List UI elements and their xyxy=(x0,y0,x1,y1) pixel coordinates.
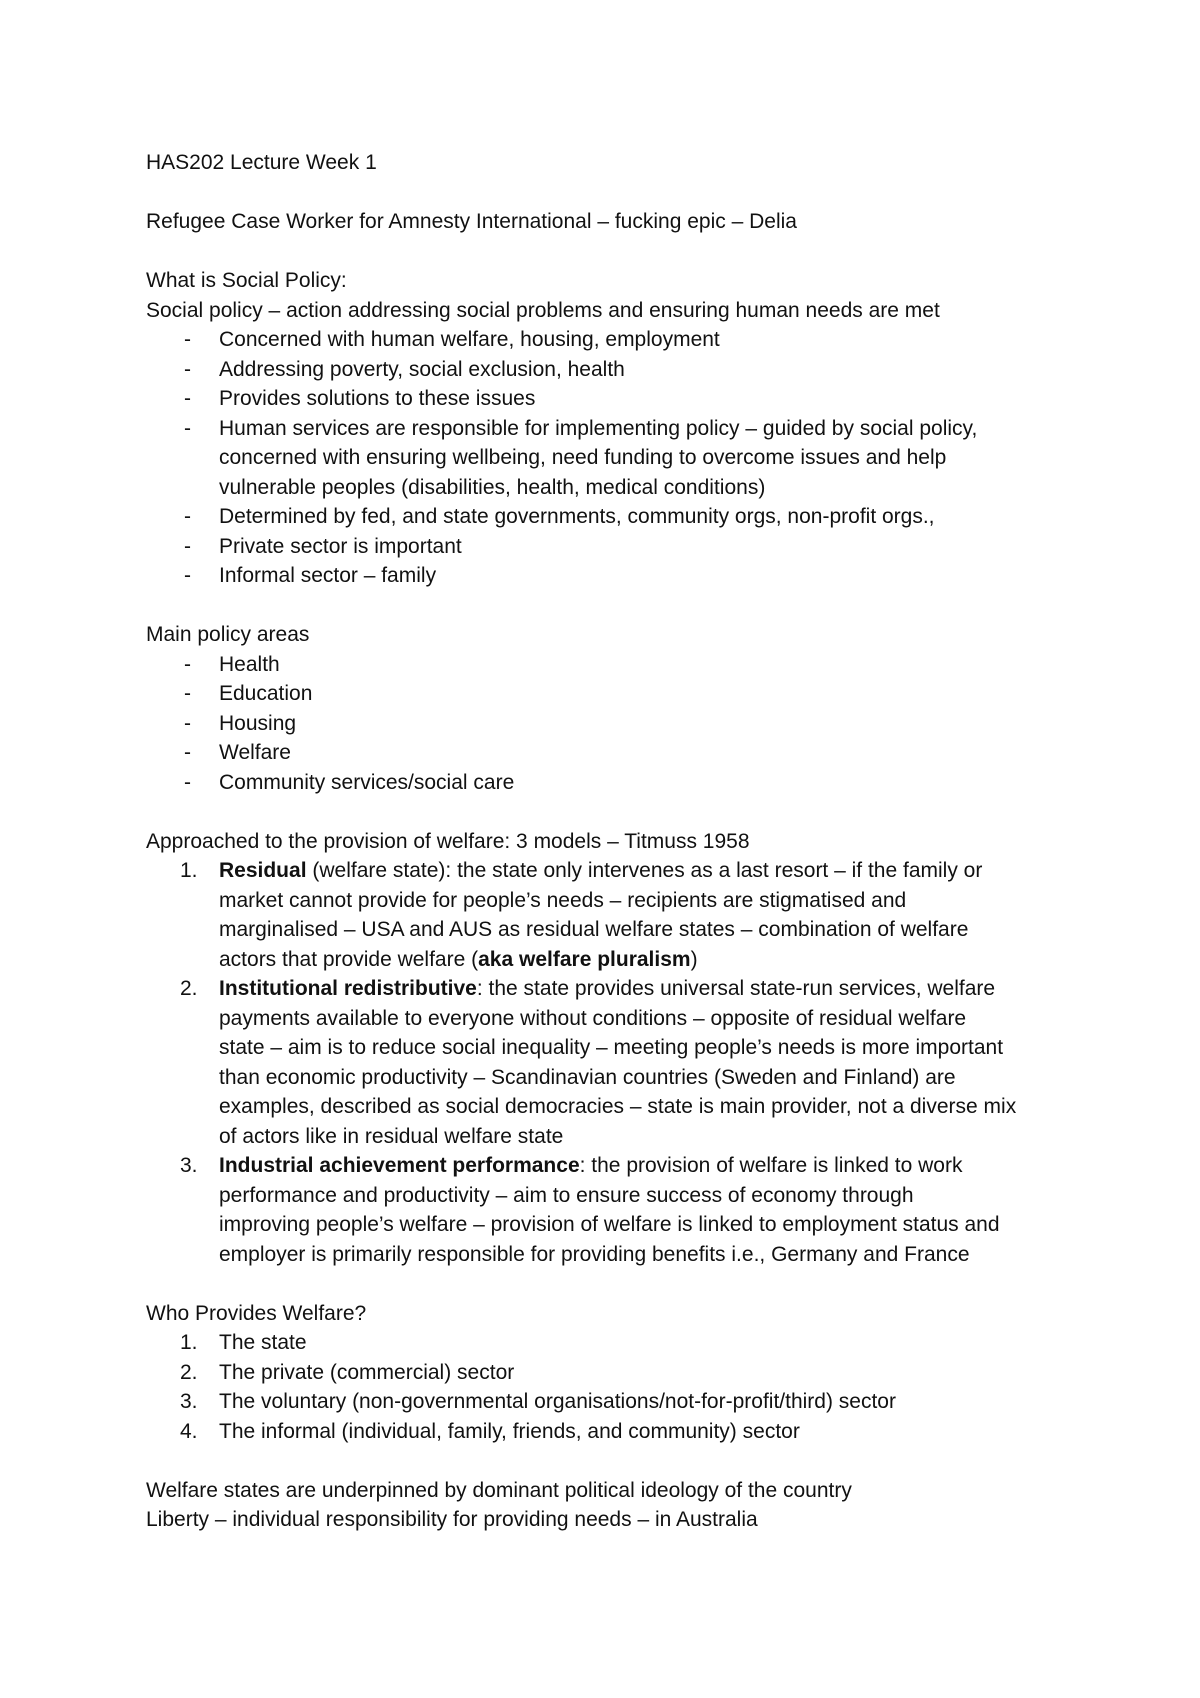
spacer xyxy=(146,1269,1076,1299)
list-number: 2. xyxy=(180,977,198,1000)
list-item-text: examples, described as social democracies – state is main provider, not a diverse mix xyxy=(219,1095,1017,1118)
spacer xyxy=(146,797,1076,827)
spacer xyxy=(146,237,1076,267)
list-item-first-line xyxy=(219,856,1076,886)
list-number: 1. xyxy=(180,859,198,882)
list-item xyxy=(146,355,1076,385)
list-item-text: market cannot provide for people’s needs – recipients are stigmatised and xyxy=(219,888,907,912)
list-item-text: Human services are responsible for implementing policy – guided by social policy, xyxy=(219,416,978,440)
list-number: 4. xyxy=(180,1419,198,1443)
list-item-text: actors that provide welfare ( xyxy=(219,947,479,971)
list-number: 3. xyxy=(180,1390,198,1413)
list-item-text: : the provision of welfare is linked to work xyxy=(579,1154,963,1177)
list-item-first-line xyxy=(219,974,1076,1004)
models-list xyxy=(146,856,1076,1269)
list-item xyxy=(146,384,1076,414)
intro-line: Refugee Case Worker for Amnesty International – fucking epic – Delia xyxy=(146,210,797,233)
spacer xyxy=(146,591,1076,621)
list-item-text: of actors like in residual welfare state xyxy=(219,1124,564,1148)
list-item-text: (welfare state): the state only intervenes as a last resort – if the family or xyxy=(306,859,983,882)
ideology-line: Liberty – individual responsibility for providing needs – in Australia xyxy=(146,1508,758,1531)
list-item xyxy=(146,709,1076,739)
dash-marker: - xyxy=(184,564,191,587)
list-item-text: improving people’s welfare – provision of welfare is linked to employment status and xyxy=(219,1213,1000,1236)
providers-list xyxy=(146,1328,1076,1446)
list-item-text: concerned with ensuring wellbeing, need funding to overcome issues and help xyxy=(219,446,947,469)
models-heading: Approached to the provision of welfare: 3 models – Titmuss 1958 xyxy=(146,829,750,853)
list-item-text: Addressing poverty, social exclusion, health xyxy=(219,357,625,381)
list-item-text: Private sector is important xyxy=(219,534,462,558)
dash-marker: - xyxy=(184,711,191,735)
list-number: 3. xyxy=(180,1154,198,1177)
list-item xyxy=(146,1358,1076,1388)
list-item-text: The state xyxy=(219,1331,307,1354)
dash-marker: - xyxy=(184,387,191,410)
dash-marker: - xyxy=(184,416,191,440)
list-item-text: The voluntary (non-governmental organisations/not-for-profit/third) sector xyxy=(219,1390,896,1413)
list-item xyxy=(146,1387,1076,1417)
list-item-text: Determined by fed, and state governments, community orgs, non-profit orgs., xyxy=(219,505,935,528)
list-item-text: vulnerable peoples (disabilities, health, medical conditions) xyxy=(219,475,766,499)
policy-areas-list xyxy=(146,650,1076,798)
list-item-text: The informal (individual, family, friends, and community) sector xyxy=(219,1419,800,1443)
model-term: Industrial achievement performance xyxy=(219,1154,580,1177)
list-item-text: performance and productivity – aim to ensure success of economy through xyxy=(219,1183,914,1207)
list-item-text: payments available to everyone without conditions – opposite of residual welfare xyxy=(219,1006,967,1030)
dash-marker: - xyxy=(184,682,191,705)
list-item-text: Welfare xyxy=(219,741,291,764)
social-policy-definition: Social policy – action addressing social problems and ensuring human needs are met xyxy=(146,298,940,322)
dash-marker: - xyxy=(184,741,191,764)
list-item-text: Health xyxy=(219,652,280,676)
policy-areas-heading: Main policy areas xyxy=(146,623,310,646)
list-item xyxy=(146,561,1076,591)
list-item-first-line xyxy=(219,1151,1076,1181)
model-term: Residual xyxy=(219,859,307,882)
dash-marker: - xyxy=(184,770,191,794)
social-policy-heading: What is Social Policy: xyxy=(146,269,347,292)
list-item xyxy=(146,1328,1076,1358)
list-item-text: The private (commercial) sector xyxy=(219,1360,515,1384)
list-item xyxy=(146,856,1076,974)
list-item xyxy=(146,738,1076,768)
list-item xyxy=(146,325,1076,355)
social-policy-list xyxy=(146,325,1076,591)
providers-heading: Who Provides Welfare? xyxy=(146,1301,367,1325)
list-item-text: than economic productivity – Scandinavian countries (Sweden and Finland) are xyxy=(219,1065,956,1089)
emphasis-text: aka welfare pluralism xyxy=(478,947,691,971)
dash-marker: - xyxy=(184,534,191,558)
list-item xyxy=(146,974,1076,1151)
list-item-text: Informal sector – family xyxy=(219,564,437,587)
list-item xyxy=(146,650,1076,680)
list-item-text: employer is primarily responsible for providing benefits i.e., Germany and France xyxy=(219,1242,970,1266)
list-item xyxy=(146,532,1076,562)
spacer xyxy=(146,1446,1076,1476)
document-title: HAS202 Lecture Week 1 xyxy=(146,151,377,174)
ideology-line: Welfare states are underpinned by dominant political ideology of the country xyxy=(146,1478,852,1502)
list-number: 1. xyxy=(180,1331,198,1354)
dash-marker: - xyxy=(184,505,191,528)
list-item xyxy=(146,502,1076,532)
dash-marker: - xyxy=(184,652,191,676)
list-item-text: marginalised – USA and AUS as residual welfare states – combination of welfare xyxy=(219,918,969,941)
list-item-text: : the state provides universal state-run services, welfare xyxy=(476,977,996,1000)
list-item-text: Provides solutions to these issues xyxy=(219,387,536,410)
dash-marker: - xyxy=(184,328,191,351)
list-item xyxy=(146,768,1076,798)
list-number: 2. xyxy=(180,1360,198,1384)
list-item-text: Concerned with human welfare, housing, employment xyxy=(219,328,720,351)
document-page xyxy=(146,148,1076,1535)
list-item-last-line xyxy=(219,945,1076,975)
list-item-text: Community services/social care xyxy=(219,770,515,794)
list-item xyxy=(146,1417,1076,1447)
list-item-text: Education xyxy=(219,682,313,705)
list-item-text: state – aim is to reduce social inequality – meeting people’s needs is more important xyxy=(219,1036,1004,1059)
list-item xyxy=(146,1151,1076,1269)
model-term: Institutional redistributive xyxy=(219,977,477,1000)
list-item-text: ) xyxy=(690,947,698,971)
dash-marker: - xyxy=(184,357,191,381)
list-item xyxy=(146,414,1076,503)
spacer xyxy=(146,178,1076,208)
list-item xyxy=(146,679,1076,709)
list-item-text: Housing xyxy=(219,711,297,735)
